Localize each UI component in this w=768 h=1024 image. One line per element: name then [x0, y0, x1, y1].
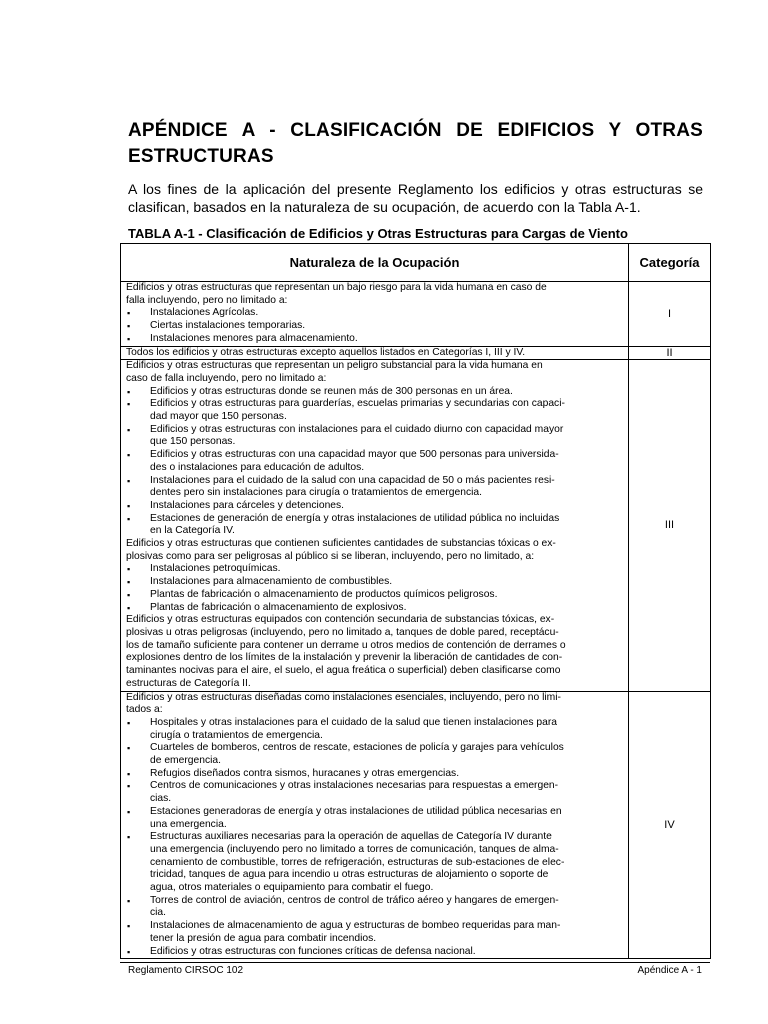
bullet-item: ▪ Estructuras auxiliares necesarias para la operación de aquellas de Categoría IV durante: [126, 831, 624, 844]
bullet-continuation: una emergencia.: [150, 818, 227, 830]
bullet-continuation: que 150 personas.: [150, 436, 236, 448]
appendix-title: APÉNDICE A - CLASIFICACIÓN DE EDIFICIOS Y OTRAS ESTRUCTURAS: [128, 120, 703, 167]
bullet-item: ▪ Ciertas instalaciones temporarias.: [126, 320, 624, 333]
text-line: Edificios y otras estructuras equipados con contención secundaria de substancias tóxicas, ex-: [126, 614, 555, 626]
table-header-row: [121, 244, 711, 282]
text-line: falla incluyendo, pero no limitado a:: [126, 294, 288, 306]
text-line: Edificios y otras estructuras que representan un bajo riesgo para la vida humana en caso de: [126, 282, 547, 293]
text-line: caso de falla incluyendo, pero no limitado a:: [126, 372, 327, 384]
header-occupancy: Naturaleza de la Ocupación: [121, 244, 629, 282]
table-row: [121, 282, 711, 347]
category-cell: I: [629, 282, 711, 347]
bullet-continuation: tener la presión de agua para combatir incendios.: [150, 932, 377, 944]
bullet-continuation: cias.: [150, 793, 172, 805]
header-category: Categoría: [629, 244, 711, 282]
text-line: los de tamaño suficiente para contener un derrame u otros medios de contención de derrames o: [126, 639, 566, 651]
bullet-continuation: tricidad, tanques de agua para incendio u otras estructuras de alojamiento o soporte de: [150, 869, 549, 881]
bullet-item: ▪ Instalaciones para cárceles y detenciones.: [126, 500, 624, 513]
footer-divider: [120, 962, 710, 963]
intro-paragraph: A los fines de la aplicación del presente Reglamento los edificios y otras estructuras se clasifican, basados en la naturaleza de su ocupación, de acuerdo con la Tabla A-1.: [128, 181, 703, 215]
bullet-item: ▪ Estaciones de generación de energía y otras instalaciones de utilidad pública no incluidas: [126, 513, 624, 526]
table-row: [121, 346, 711, 360]
bullet-continuation: en la Categoría IV.: [150, 525, 235, 537]
bullet-item: ▪ Instalaciones petroquímicas.: [126, 563, 624, 576]
category-cell: III: [629, 360, 711, 691]
bullet-item: ▪ Edificios y otras estructuras con funciones críticas de defensa nacional.: [126, 946, 624, 959]
category-cell: II: [629, 346, 711, 360]
text-line: Edificios y otras estructuras que contienen suficientes cantidades de substancias tóxicas o ex-: [126, 538, 556, 550]
bullet-item: ▪ Edificios y otras estructuras para guarderías, escuelas primarias y secundarias con capaci-: [126, 398, 624, 411]
text-line: explosiones dentro de los límites de la instalación y prevenir la liberación de cantidades de con-: [126, 652, 563, 664]
bullet-item: ▪ Estaciones generadoras de energía y otras instalaciones de utilidad pública necesarias en: [126, 806, 624, 819]
footer-page-number: Apéndice A - 1: [637, 965, 702, 976]
bullet-continuation: cia.: [150, 907, 167, 919]
text-line: Edificios y otras estructuras que representan un peligro substancial para la vida humana en: [126, 360, 543, 372]
text-line: plosivas u otras peligrosas (incluyendo, pero no limitado a, tanques de doble pared, receptácu-: [126, 626, 559, 638]
occupancy-cell: [121, 691, 629, 959]
bullet-item: ▪ Instalaciones para el cuidado de la salud con una capacidad de 50 o más pacientes resi-: [126, 475, 624, 488]
text-line: taminantes nocivas para el aire, el suelo, el agua freática o superficial) deben clasificarse como: [126, 665, 561, 677]
bullet-item: ▪ Refugios diseñados contra sismos, huracanes y otras emergencias.: [126, 768, 624, 781]
bullet-item: ▪ Hospitales y otras instalaciones para el cuidado de la salud que tienen instalaciones para: [126, 717, 624, 730]
bullet-item: ▪ Instalaciones de almacenamiento de agua y estructuras de bombeo requeridas para man-: [126, 920, 624, 933]
bullet-continuation: cirugía o tratamientos de emergencia.: [150, 729, 323, 741]
bullet-continuation: cenamiento de combustible, torres de refrigeración, estructuras de sub-estaciones de elec-: [150, 856, 565, 868]
text-line: Todos los edificios y otras estructuras excepto aquellos listados en Categorías I, III y IV.: [126, 346, 526, 358]
bullet-continuation: una emergencia (incluyendo pero no limitado a torres de comunicación, tanques de alma-: [150, 843, 559, 855]
occupancy-cell: [121, 346, 629, 360]
text-line: tados a:: [126, 704, 163, 716]
table-row: [121, 360, 711, 691]
bullet-item: ▪ Plantas de fabricación o almacenamiento de productos químicos peligrosos.: [126, 589, 624, 602]
bullet-item: ▪ Edificios y otras estructuras donde se reunen más de 300 personas en un área.: [126, 386, 624, 399]
bullet-continuation: dentes pero sin instalaciones para cirugía o tratamientos de emergencia.: [150, 487, 482, 499]
bullet-continuation: des o instalaciones para educación de adultos.: [150, 461, 365, 473]
bullet-continuation: de emergencia.: [150, 755, 221, 767]
occupancy-cell: [121, 360, 629, 691]
category-cell: IV: [629, 691, 711, 959]
bullet-item: ▪ Instalaciones menores para almacenamiento.: [126, 333, 624, 346]
bullet-item: ▪ Edificios y otras estructuras con instalaciones para el cuidado diurno con capacidad mayor: [126, 424, 624, 437]
bullet-continuation: dad mayor que 150 personas.: [150, 411, 287, 423]
text-line: estructuras de Categoría II.: [126, 677, 251, 689]
bullet-item: ▪ Instalaciones Agrícolas.: [126, 307, 624, 320]
text-line: plosivas como para ser peligrosas al público si se liberan, incluyendo, pero no limitado, a:: [126, 550, 535, 562]
text-line: Edificios y otras estructuras diseñadas como instalaciones esenciales, incluyendo, pero no limi-: [126, 691, 561, 703]
bullet-item: ▪ Plantas de fabricación o almacenamiento de explosivos.: [126, 602, 624, 615]
bullet-continuation: agua, otros materiales o equipamiento para combatir el fuego.: [150, 882, 434, 894]
table-row: [121, 691, 711, 959]
bullet-item: ▪ Centros de comunicaciones y otras instalaciones necesarias para respuestas a emergen-: [126, 780, 624, 793]
table-title: TABLA A-1 - Clasificación de Edificios y Otras Estructuras para Cargas de Viento: [128, 226, 628, 241]
bullet-item: ▪ Torres de control de aviación, centros de control de tráfico aéreo y hangares de emergen-: [126, 895, 624, 908]
classification-table: [120, 243, 711, 959]
bullet-item: ▪ Edificios y otras estructuras con una capacidad mayor que 500 personas para universida-: [126, 449, 624, 462]
footer-document-name: Reglamento CIRSOC 102: [128, 965, 244, 976]
bullet-item: ▪ Instalaciones para almacenamiento de combustibles.: [126, 576, 624, 589]
bullet-item: ▪ Cuarteles de bomberos, centros de rescate, estaciones de policía y garajes para vehículos: [126, 742, 624, 755]
occupancy-cell: [121, 282, 629, 347]
